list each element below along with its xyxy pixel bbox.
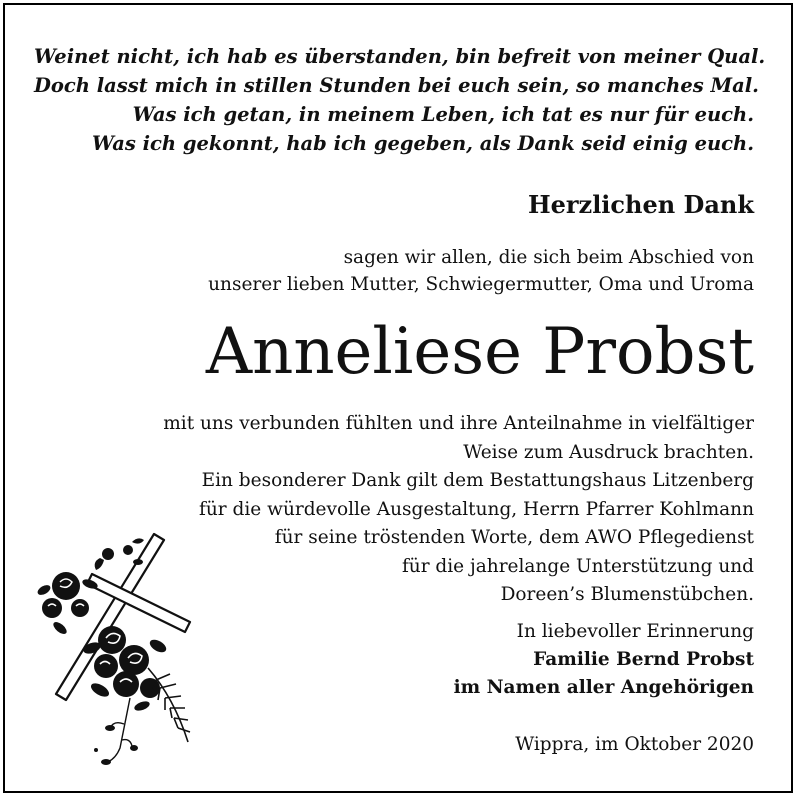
body-line: mit uns verbunden fühlten und ihre Anteilnahme in vielfältiger xyxy=(163,413,754,434)
poem-line: Was ich getan, in meinem Leben, ich tat es nur für euch. xyxy=(132,103,754,126)
poem-line: Weinet nicht, ich hab es überstanden, bin befreit von meiner Qual. xyxy=(34,45,766,68)
body-line: für die würdevolle Ausgestaltung, Herrn Pfarrer Kohlmann xyxy=(199,498,754,520)
cross-with-roses-icon xyxy=(30,528,210,768)
relatives-line: im Namen aller Angehörigen xyxy=(453,677,754,698)
deceased-name: Anneliese Probst xyxy=(205,315,754,389)
closing-signature xyxy=(454,618,754,702)
body-line: Doreen’s Blumenstübchen. xyxy=(500,584,754,605)
poem-line: Doch lasst mich in stillen Stunden bei euch sein, so manches Mal. xyxy=(34,74,759,97)
poem-line: Was ich gekonnt, hab ich gegeben, als Dank seid einig euch. xyxy=(91,132,754,155)
body-line: Ein besonderer Dank gilt dem Bestattungshaus Litzenberg xyxy=(201,470,754,491)
body-line: für seine tröstenden Worte, dem AWO Pflegedienst xyxy=(274,527,754,548)
intro-text xyxy=(208,244,754,298)
thanks-heading: Herzlichen Dank xyxy=(527,190,754,219)
poem xyxy=(34,42,766,158)
closing-line: In liebevoller Erinnerung xyxy=(516,621,754,642)
body-line: für die jahrelange Unterstützung und xyxy=(401,555,754,577)
family-name: Familie Bernd Probst xyxy=(533,649,754,670)
body-line: Weise zum Ausdruck brachten. xyxy=(463,441,754,463)
place-date: Wippra, im Oktober 2020 xyxy=(515,734,754,755)
intro-line: sagen wir allen, die sich beim Abschied von xyxy=(343,247,754,268)
intro-line: unserer lieben Mutter, Schwiegermutter, Oma und Uroma xyxy=(208,274,754,295)
body-text xyxy=(163,410,754,610)
